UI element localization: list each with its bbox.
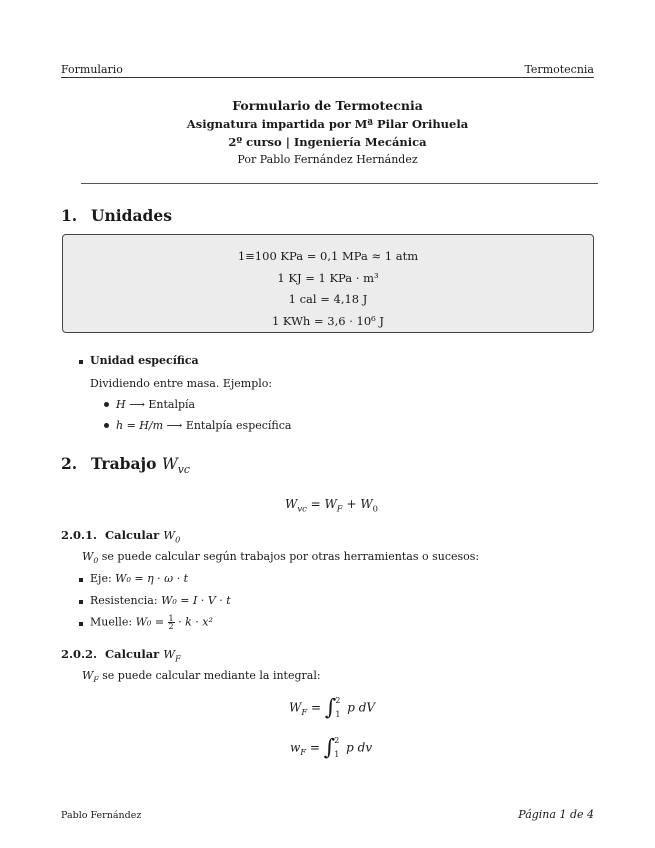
- item-formula-pre: W₀ =: [135, 615, 165, 629]
- document-course: 2º curso | Ingeniería Mecánica: [228, 135, 427, 149]
- section-title-math: [161, 455, 190, 477]
- bullet-text: Dividiendo entre masa. Ejemplo:: [90, 377, 273, 390]
- integral-upper: 2: [334, 736, 340, 745]
- math-symbol: W: [161, 455, 178, 473]
- subitem-specific-enthalpy: [116, 419, 291, 432]
- math-subscript: vc: [177, 463, 190, 477]
- subitem-text: Entalpía: [148, 398, 196, 411]
- fraction-numerator: 1: [168, 614, 174, 623]
- subsection-title: Calcular: [105, 647, 160, 661]
- integral-work-wf: $W_F$ = ∫ 2 1 p dV: [289, 695, 376, 721]
- bullet-square-icon: [79, 360, 83, 364]
- bullet-label-unidad-especifica: Unidad específica: [90, 354, 199, 367]
- math-subscript: F: [175, 654, 181, 664]
- eq-rhs2-sub: 0: [372, 503, 379, 514]
- integral-lower: 1: [334, 750, 340, 759]
- integral-lhs: w: [290, 740, 301, 755]
- math-symbol: [82, 550, 99, 566]
- subsection-title: Calcular: [105, 528, 160, 542]
- math-symbol: [82, 669, 99, 685]
- integral-specific-work-wf: $w_F$ = ∫ 2 1 p dv: [290, 735, 373, 761]
- intro-text: se puede calcular según trabajos por otras herramientas o sucesos:: [101, 550, 480, 563]
- item-formula: W₀ = η · ω · t: [115, 572, 189, 585]
- title-block: [0, 97, 655, 169]
- arrow-icon: ⟶: [166, 419, 183, 432]
- document-author: Por Pablo Fernández Hernández: [237, 153, 418, 166]
- integral-lhs-sub: F: [301, 706, 308, 717]
- integral-lhs: W: [289, 700, 302, 715]
- item-label: Resistencia:: [90, 594, 158, 607]
- title-rule: [81, 183, 598, 184]
- units-line-kwh: 1 KWh = 3,6 · 10⁶ J: [271, 313, 385, 328]
- section-heading-trabajo: [61, 454, 190, 476]
- item-label: Eje:: [90, 572, 112, 585]
- bullet-dot-icon: [104, 402, 109, 407]
- fraction: [168, 615, 175, 630]
- math-subscript: 0: [93, 556, 99, 566]
- integral-limits: [335, 694, 340, 722]
- item-formula-post: · k · x²: [178, 615, 213, 629]
- eq-rhs2: W: [360, 497, 373, 511]
- equation-work-total: $W_{vc} = W_F + W_0$: [285, 497, 379, 514]
- integral-sign-icon: ∫: [323, 735, 336, 761]
- item-formula: W₀ = I · V · t: [161, 594, 231, 607]
- footer-page-number: Página 1 de 4: [518, 808, 594, 821]
- item-muelle: [90, 615, 213, 630]
- units-box: [62, 234, 594, 333]
- document-subtitle: Asignatura impartida por Mª Pilar Orihuela: [186, 117, 469, 131]
- intro-text: se puede calcular mediante la integral:: [102, 669, 321, 682]
- units-line-calorie: 1 cal = 4,18 J: [288, 292, 368, 306]
- section-number: 2.: [61, 454, 78, 473]
- fraction-denominator: 2: [168, 622, 174, 631]
- subsection-heading-calcular-wf: [61, 647, 181, 663]
- subsection-number: 2.0.1.: [61, 528, 98, 542]
- subitem-math: H: [116, 398, 126, 411]
- units-line-energy: 1 KJ = 1 KPa · m³: [277, 270, 379, 285]
- integral-sign-icon: ∫: [324, 695, 337, 721]
- item-label: Muelle:: [90, 615, 133, 629]
- integral-body: p dv: [346, 740, 373, 755]
- running-header-left: Formulario: [61, 63, 123, 76]
- math-subscript: F: [93, 675, 99, 685]
- section-title: Unidades: [91, 206, 172, 225]
- subitem-text: Entalpía específica: [185, 419, 292, 432]
- item-resistencia: [90, 594, 231, 607]
- arrow-icon: ⟶: [129, 398, 145, 411]
- item-eje: [90, 572, 188, 585]
- math-letter: W: [82, 669, 94, 682]
- integral-limits: [334, 734, 339, 762]
- eq-lhs: W: [285, 497, 298, 511]
- document-title: Formulario de Termotecnia: [232, 98, 423, 113]
- integral-lhs-sub: F: [300, 746, 307, 757]
- subsection-heading-calcular-w0: [61, 528, 180, 544]
- subitem-enthalpy: [116, 398, 195, 411]
- integral-body: p dV: [347, 700, 376, 715]
- subitem-math: h = H/m: [116, 419, 164, 432]
- footer-author: Pablo Fernández: [61, 810, 142, 821]
- subsection-title-math: [163, 647, 181, 664]
- section-number: 1.: [61, 206, 78, 225]
- paragraph-w0-intro: [82, 550, 479, 565]
- integral-lower: 1: [335, 710, 341, 719]
- bullet-square-icon: [79, 622, 83, 626]
- math-letter: W: [82, 550, 94, 563]
- eq-rhs1: W: [324, 497, 337, 511]
- bullet-square-icon: [79, 578, 83, 582]
- math-symbol: W: [163, 528, 176, 542]
- bullet-square-icon: [79, 600, 83, 604]
- eq-rhs1-sub: F: [336, 503, 343, 514]
- math-subscript: 0: [175, 535, 181, 545]
- units-line-pressure: 1≡100 KPa = 0,1 MPa ≈ 1 atm: [237, 249, 419, 263]
- bullet-dot-icon: [104, 423, 109, 428]
- section-heading-unidades: [61, 206, 172, 225]
- eq-plus: +: [346, 497, 357, 511]
- running-header-right: Termotecnia: [524, 63, 594, 76]
- section-title: Trabajo: [91, 454, 157, 473]
- math-symbol: W: [163, 647, 176, 661]
- header-rule: [61, 77, 594, 78]
- eq-lhs-sub: vc: [297, 503, 307, 514]
- integral-upper: 2: [335, 696, 341, 705]
- subsection-title-math: [163, 528, 181, 545]
- paragraph-wf-intro: [82, 669, 321, 684]
- subsection-number: 2.0.2.: [61, 647, 98, 661]
